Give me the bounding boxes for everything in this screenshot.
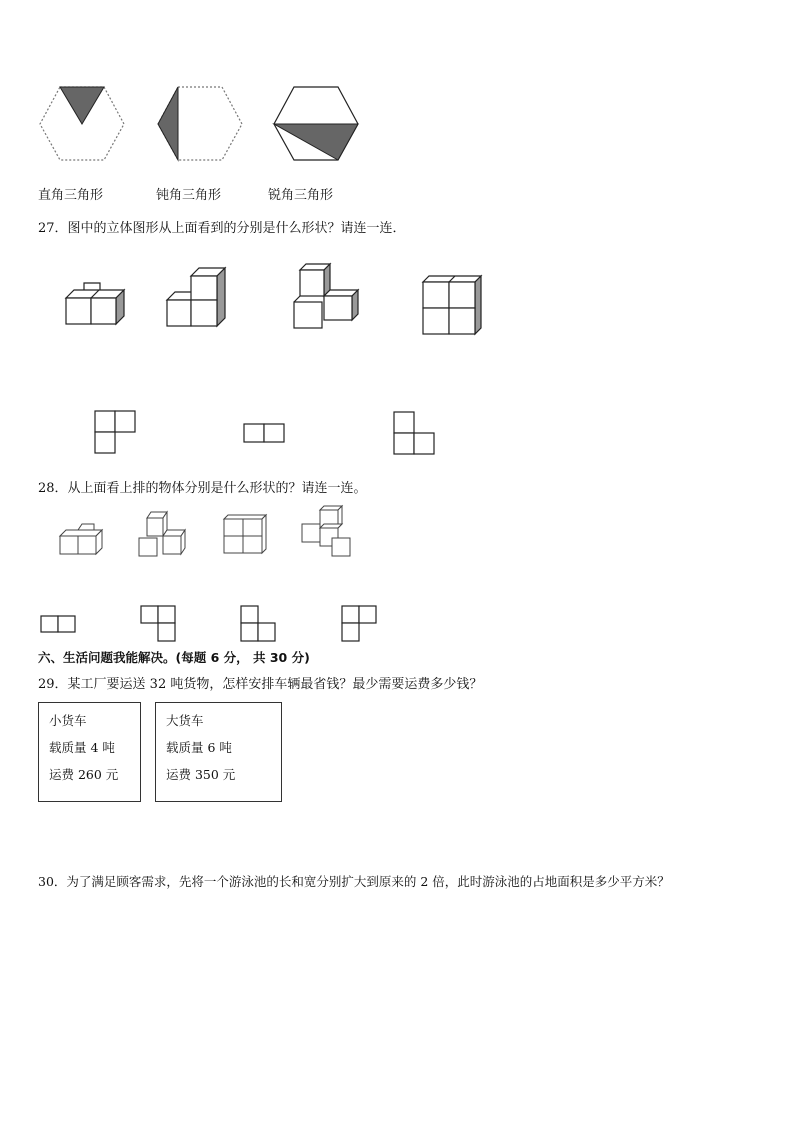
question-28: 28．从上面看上排的物体分别是什么形状的？请连一连。 (38, 481, 367, 496)
question-30: 30．为了满足顾客需求，先将一个游泳池的长和宽分别扩大到原来的 2 倍，此时游泳池的占地面积是多少平方米？ (38, 874, 670, 889)
q27-solid-3 (292, 262, 362, 330)
q28-solid-3 (222, 513, 268, 555)
q27-solid-2 (165, 266, 227, 328)
q27-solid-1 (64, 282, 126, 324)
q28-solid-4 (300, 504, 354, 558)
label-acute-triangle: 锐角三角形 (268, 188, 334, 203)
big-truck-fee: 运费 350 元 (166, 767, 236, 782)
q28-view-3 (240, 605, 276, 643)
big-truck-box (155, 702, 282, 802)
section-6-heading: 六、生活问题我能解决。(每题 6 分， 共 30 分) (38, 650, 310, 665)
small-truck-fee: 运费 260 元 (49, 767, 119, 782)
small-truck-box (38, 702, 141, 802)
label-obtuse-triangle: 钝角三角形 (156, 188, 222, 203)
q27-solid-4 (421, 274, 483, 336)
q28-solid-1 (58, 520, 104, 556)
small-truck-name: 小货车 (49, 713, 87, 728)
small-truck-capacity: 载质量 4 吨 (49, 740, 115, 755)
q28-view-1 (40, 615, 76, 633)
q27-view-3 (393, 411, 435, 455)
q27-view-2 (243, 423, 285, 443)
question-27: 27．图中的立体图形从上面看到的分别是什么形状？请连一连． (38, 221, 406, 236)
big-truck-name: 大货车 (166, 713, 204, 728)
question-29: 29．某工厂要运送 32 吨货物，怎样安排车辆最省钱？最少需要运费多少钱？ (38, 677, 483, 692)
big-truck-capacity: 载质量 6 吨 (166, 740, 232, 755)
label-right-triangle: 直角三角形 (38, 188, 104, 203)
hexagon-right-triangle-figure (38, 86, 126, 162)
hexagon-acute-triangle-figure (272, 86, 360, 162)
q28-solid-2 (137, 510, 187, 558)
q27-view-1 (94, 410, 136, 454)
q28-view-2 (140, 605, 176, 643)
hexagon-obtuse-triangle-figure (156, 86, 244, 162)
q28-view-4 (341, 605, 377, 643)
